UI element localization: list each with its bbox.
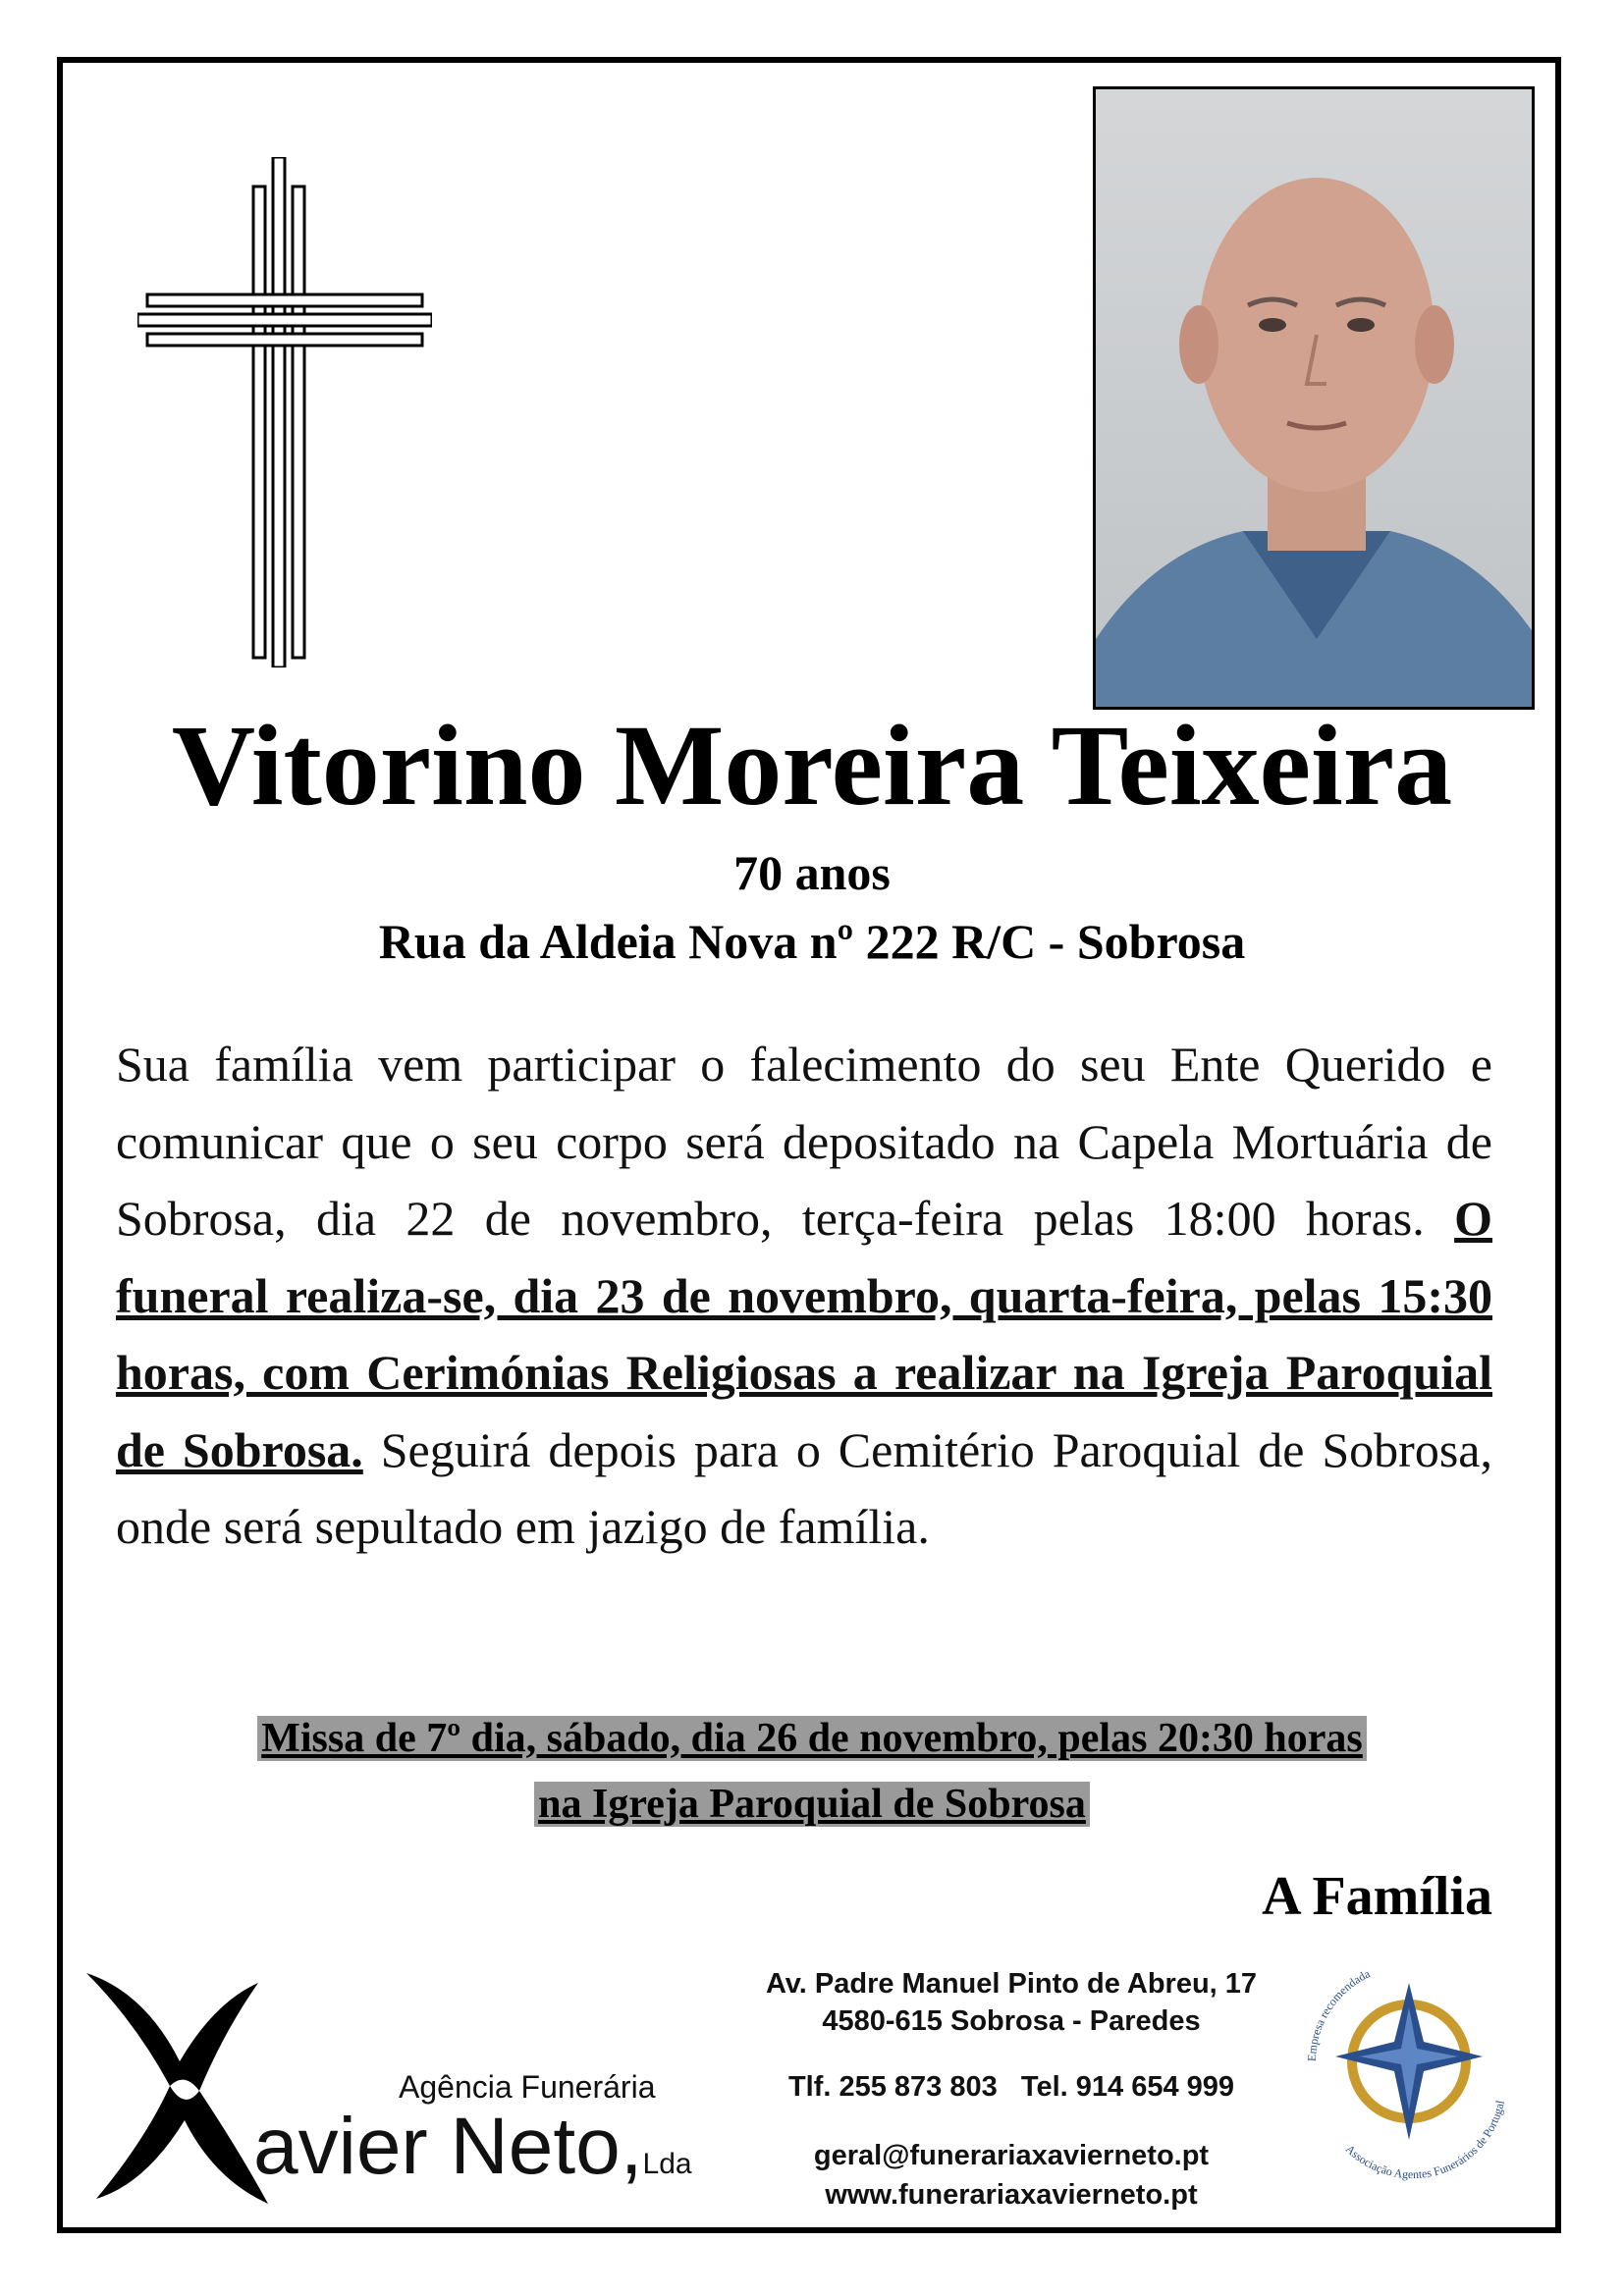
association-logo	[1286, 1939, 1532, 2184]
deceased-name: Vitorino Moreira Teixeira	[171, 701, 1453, 829]
svg-text:Empresa recomendada: Empresa recomendada	[1304, 1966, 1373, 2062]
agency-address-line2: 4580-615 Sobrosa - Paredes	[822, 2005, 1201, 2037]
agency-phones: Tlf. 255 873 803 Tel. 914 654 999	[787, 2071, 1235, 2103]
agency-brand-suffix: Lda	[642, 2148, 692, 2180]
mass-announcement	[98, 1706, 1526, 1838]
agency-subtitle: Agência Funerária	[399, 2069, 656, 2105]
body-text-part2: Seguirá depois para o Cemitério Paroquial de Sobrosa, onde será sepultado em jazigo de família.	[116, 1421, 1492, 1554]
mass-line-2: na Igreja Paroquial de Sobrosa	[534, 1782, 1090, 1827]
x-logo-icon	[77, 1963, 273, 2209]
notice-body	[116, 1026, 1492, 1566]
agency-website: www.funerariaxavierneto.pt	[825, 2179, 1198, 2211]
svg-text:Associação Agentes Funerários: Associação Agentes Funerários de Portugal	[1342, 2099, 1507, 2182]
deceased-address: Rua da Aldeia Nova nº 222 R/C - Sobrosa	[378, 914, 1246, 969]
family-signature: A Família	[1262, 1866, 1492, 1927]
agency-brand-name: avier Neto,	[253, 2102, 643, 2191]
funeral-details: O funeral realiza-se, dia 23 de novembro, quarta-feira, pelas 15:30 horas, com Cerimónias Religiosas a realizar na Igreja Paroquial de Sobrosa.	[116, 1191, 1492, 1477]
body-text-part1: Sua família vem participar o falecimento do seu Ente Querido e comunicar que o seu corpo será depositado na Capela Mortuária de Sobrosa, dia 22 de novembro, terça-feira pelas 18:00 horas.	[116, 1037, 1492, 1246]
cross-icon	[137, 157, 432, 667]
mass-line-1: Missa de 7º dia, sábado, dia 26 de novembro, pelas 20:30 horas	[257, 1716, 1367, 1761]
agency-address-line1: Av. Padre Manuel Pinto de Abreu, 17	[765, 1968, 1258, 2000]
deceased-photo	[1093, 86, 1535, 710]
agency-email: geral@funerariaxavierneto.pt	[813, 2140, 1210, 2171]
deceased-age: 70 anos	[733, 845, 891, 900]
agency-brand	[253, 2101, 692, 2193]
